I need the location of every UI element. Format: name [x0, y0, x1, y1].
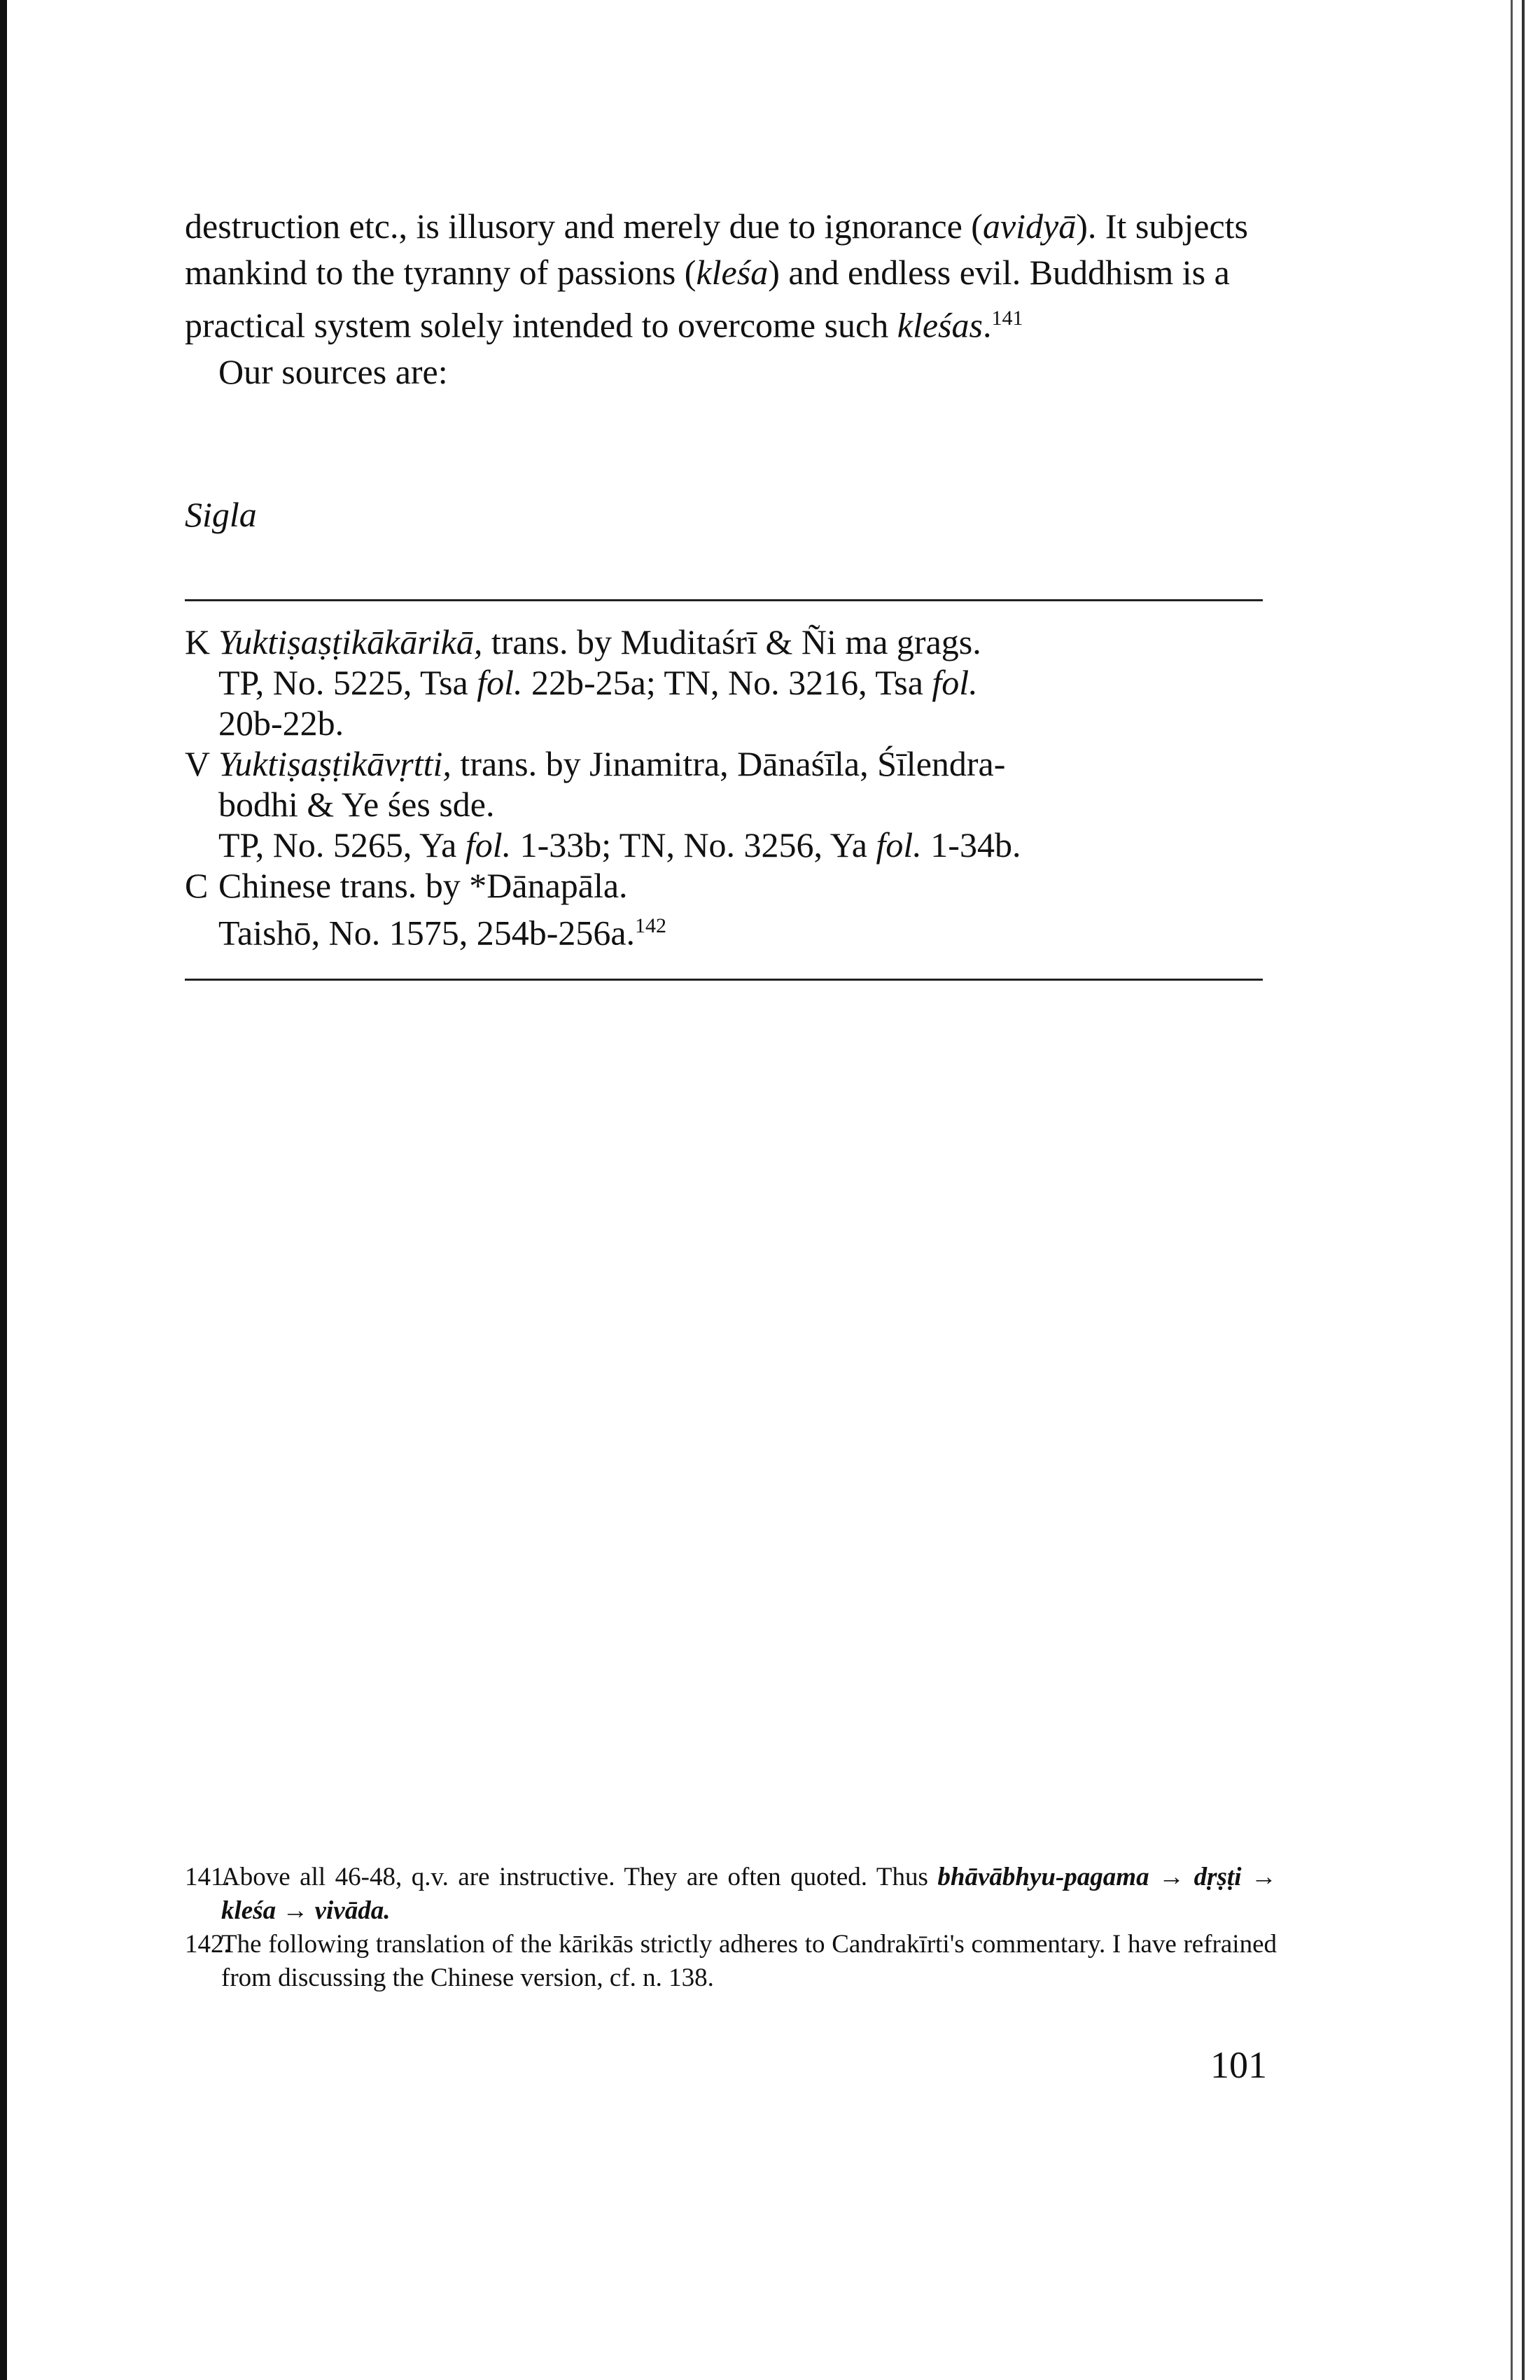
scan-right-edge-line [1522, 0, 1525, 2380]
paragraph-1: destruction etc., is illusory and merely due to ignorance (avidyā). It subjects mankind to the tyranny of passions (kleśa) and endless evil. Buddhism is a practical system solely intended to overcome such kleśas.$^{141}$ [185, 206, 1249, 345]
scan-left-edge [0, 0, 7, 2380]
entry-body: Chinese trans. by *Dānapāla. Taishō, No. 1575, 254b-256a.$^{142}$ [218, 866, 667, 953]
top-rule [185, 599, 1263, 601]
footnote-ref-141: 141 [991, 307, 1023, 330]
sigla-entry-k [185, 622, 1277, 743]
scan-right-edge-line [1511, 0, 1513, 2380]
body-text [185, 203, 1268, 395]
siglum: C [185, 866, 209, 905]
footnote-141 [185, 1861, 1277, 1928]
sigla-list [185, 622, 1277, 953]
footnote-number: 141. [185, 1863, 230, 1891]
paragraph-2: Our sources are: [218, 351, 448, 391]
sigla-heading: Sigla [185, 495, 257, 534]
sigla-entry-c [185, 865, 1277, 953]
footnote-ref-142: 142 [635, 914, 667, 937]
footnote-text: The following translation of the kārikās strictly adheres to Candrakīrti's commentary. I have refrained from discussing the Chinese version, cf. n. 138. [221, 1930, 1277, 1992]
sigla-entry-v [185, 743, 1277, 865]
footnote-142 [185, 1928, 1277, 1995]
bottom-rule [185, 979, 1263, 981]
siglum: V [185, 744, 211, 783]
entry-body: Yuktiṣaṣṭikāvṛtti, trans. by Jinamitra, Dānaśīla, Śīlendra- bodhi & Ye śes sde. TP, No. 5265, Ya fol. 1-33b; TN, No. 3256, Ya fol. 1-34b. [218, 744, 1021, 864]
siglum: K [185, 622, 211, 662]
entry-body: Yuktiṣaṣṭikākārikā, trans. by Muditaśrī & Ñi ma grags. TP, No. 5225, Tsa fol. 22b-25a; TN, No. 3216, Tsa fol. 20b-22b. [218, 622, 981, 743]
footnote-number: 142. [185, 1930, 230, 1959]
footnote-text: Above all 46-48, q.v. are instructive. They are often quoted. Thus bhāvābhyu-pagama → dṛṣṭi → kleśa → vivāda. [221, 1863, 1277, 1925]
footnotes [185, 1861, 1277, 1995]
page-number: 101 [1210, 2044, 1267, 2086]
